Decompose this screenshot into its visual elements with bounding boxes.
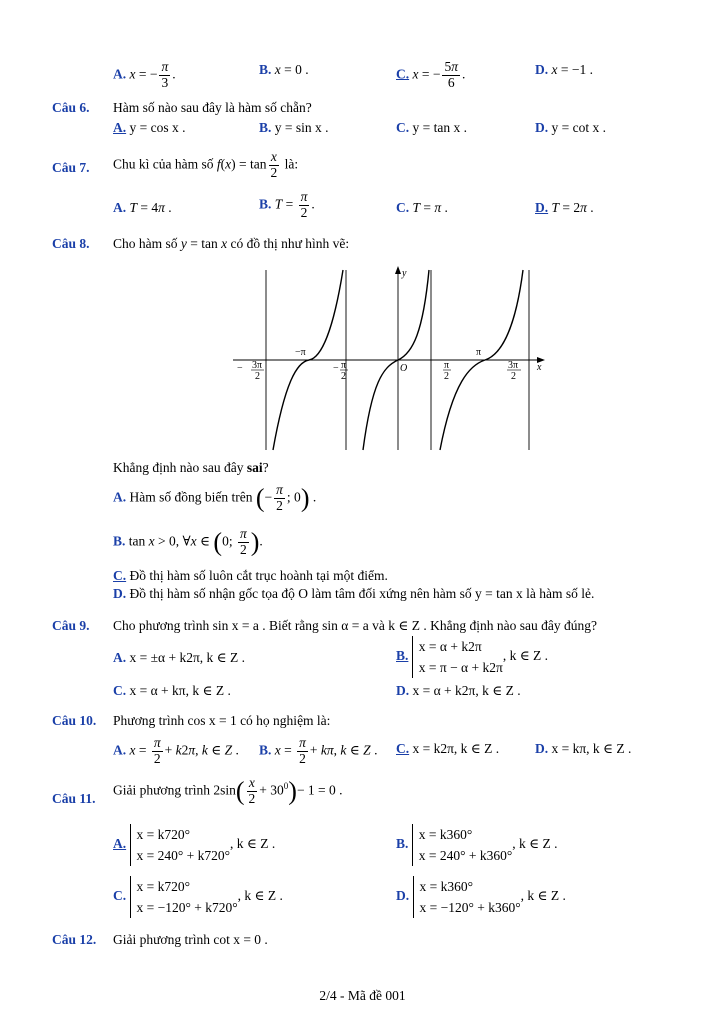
tick-pi-2: [443, 360, 451, 382]
question-number: Câu 7.: [52, 160, 90, 175]
question-text: Chu kì của hàm số f(x) = tan $\frac{x}{2}$ là:: [113, 149, 299, 180]
tick-minus-pi-2: [333, 360, 348, 382]
q11-option-d: D. x = k360° x = −120° + k360° , k ∈ Z .: [396, 876, 566, 918]
svg-text:2: 2: [341, 371, 346, 382]
tick-minus-3pi-2: [237, 360, 264, 382]
question-text: Cho hàm số y = tan x có đồ thị như hình vẽ:: [113, 236, 350, 251]
question-number: Câu 12.: [52, 932, 97, 947]
svg-text:2: 2: [444, 371, 449, 382]
page-footer: 2/4 - Mã đề 001: [319, 988, 406, 1003]
q9-option-d: D. x = α + k2π, k ∈ Z .: [396, 683, 521, 698]
svg-text:3π: 3π: [508, 360, 519, 371]
equation-system: x = k360° x = 240° + k360°: [412, 824, 513, 866]
option-label: D.: [535, 62, 549, 77]
q11-option-c: C. x = k720° x = −120° + k720° , k ∈ Z .: [113, 876, 283, 918]
q7-option-d: D. T = 2π .: [535, 200, 594, 215]
question-text: Hàm số nào sau đây là hàm số chẵn?: [113, 100, 312, 115]
question-number: Câu 10.: [52, 713, 97, 728]
q6-option-c: C. y = tan x .: [396, 120, 467, 135]
equation-system: x = k720° x = −120° + k720°: [130, 876, 238, 918]
q11-option-b: B. x = k360° x = 240° + k360° , k ∈ Z .: [396, 824, 558, 866]
q10-option-b: B. x = $\frac{\pi}{2}$ + kπ, k ∈ Z .: [259, 735, 378, 766]
q6-option-d: D. y = cot x .: [535, 120, 606, 135]
x-axis-label: x: [537, 362, 542, 373]
equation-system: x = k720° x = 240° + k720°: [130, 824, 231, 866]
q9-option-c: C. x = α + kπ, k ∈ Z .: [113, 683, 231, 698]
svg-text:−: −: [237, 363, 243, 374]
curve-label-pi: π: [476, 347, 482, 358]
question-prompt: Khẳng định nào sau đây sai?: [113, 460, 269, 475]
q7-option-a: A. T = 4π .: [113, 200, 172, 215]
q5-option-c: C. x = − $\frac{5\pi}{6}$ .: [396, 59, 466, 90]
origin-label: O: [400, 363, 408, 374]
svg-text:3π: 3π: [252, 360, 263, 371]
question-number: Câu 6.: [52, 100, 90, 115]
q9-option-b: B. x = α + k2π x = π − α + k2π , k ∈ Z .: [396, 636, 548, 678]
q8-option-c: C. Đồ thị hàm số luôn cắt trục hoành tại một điểm.: [113, 568, 388, 583]
q9-option-a: A. x = ±α + k2π, k ∈ Z .: [113, 650, 246, 665]
svg-text:2: 2: [255, 371, 260, 382]
question-number: Câu 11.: [52, 791, 96, 806]
q7-option-c: C. T = π .: [396, 200, 448, 215]
q8-option-b: B. tan x > 0, ∀x ∈ (0; $\frac{\pi}{2}$ ).: [113, 526, 263, 557]
q11-option-a: A. x = k720° x = 240° + k720° , k ∈ Z .: [113, 824, 275, 866]
y-axis-arrow: [395, 266, 401, 274]
option-label: A.: [113, 66, 127, 82]
question-text: Cho phương trình sin x = a . Biết rằng sin α = a và k ∈ Z . Khẳng định nào sau đây đúng?: [113, 618, 597, 633]
tick-3pi-2: [507, 360, 521, 382]
question-number: Câu 9.: [52, 618, 90, 633]
svg-text:2: 2: [511, 371, 516, 382]
q6-option-b: B. y = sin x .: [259, 120, 329, 135]
curve-label-minus-pi: −π: [295, 347, 306, 358]
q10-option-a: A. x = $\frac{\pi}{2}$ + k2π, k ∈ Z .: [113, 735, 239, 766]
q8-option-d: D. Đồ thị hàm số nhận gốc tọa độ O làm tâm đối xứng nên hàm số y = tan x là hàm số lẻ.: [113, 586, 595, 601]
question-text: Giải phương trình 2sin( $\frac{x}{2}$ + $30^0)- 1 = 0$ .: [113, 775, 343, 806]
q10-option-d: D. x = kπ, k ∈ Z .: [535, 741, 632, 756]
q5-option-d: D. x = −1 .: [535, 62, 593, 77]
option-label: B.: [259, 62, 272, 77]
equation-system: x = α + k2π x = π − α + k2π: [412, 636, 503, 678]
q6-option-a: A. y = cos x .: [113, 120, 186, 135]
equation-system: x = k360° x = −120° + k360°: [413, 876, 521, 918]
svg-text:−: −: [333, 363, 339, 374]
q8-option-a: A. Hàm số đồng biến trên (− $\frac{\pi}{2}$ ; 0) .: [113, 482, 317, 513]
q7-option-b: B. T = $\frac{\pi}{2}$ .: [259, 189, 315, 220]
q5-option-a: A. x = − $\frac{\pi}{3}$ .: [113, 59, 176, 90]
question-number: Câu 8.: [52, 236, 90, 251]
svg-text:π: π: [341, 360, 347, 371]
tan-graph: [225, 262, 555, 452]
svg-text:π: π: [444, 360, 450, 371]
y-axis-label: y: [402, 268, 407, 279]
question-text: Phương trình cos x = 1 có họ nghiệm là:: [113, 713, 331, 728]
q5-option-b: B. x = 0 .: [259, 62, 309, 77]
q10-option-c: C. x = k2π, k ∈ Z .: [396, 741, 500, 756]
option-label: C.: [396, 66, 410, 82]
question-text: Giải phương trình cot x = 0 .: [113, 932, 268, 947]
